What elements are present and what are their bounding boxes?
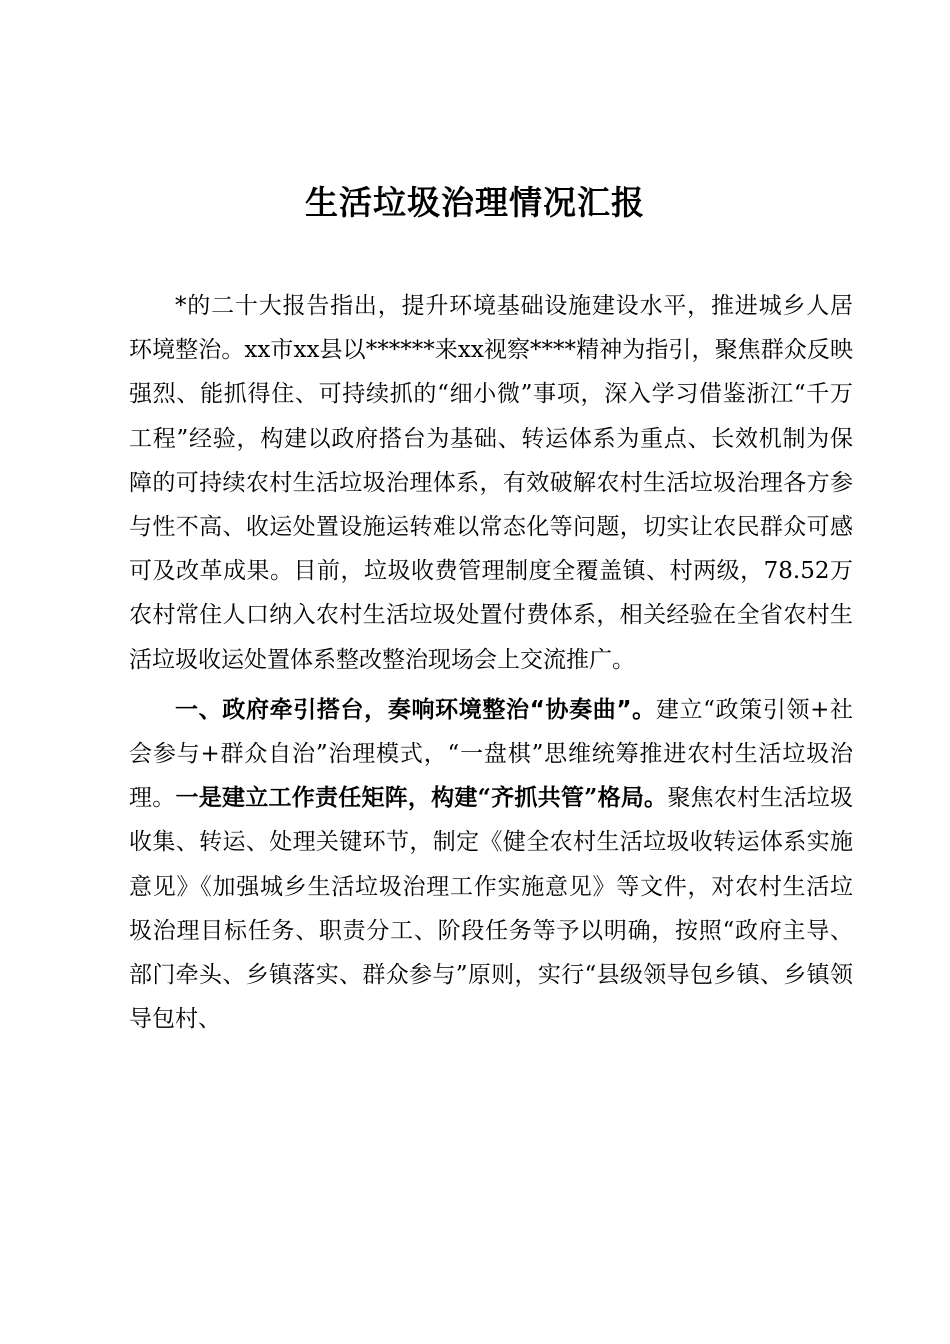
- section-1-text-b: 聚焦农村生活垃圾收集、转运、处理关键环节，制定《健全农村生活垃圾收转运体系实施意见》《加强城乡生活垃圾治理工作实施意见》等文件，对农村生活垃圾治理目标任务、职责分工、阶段任务等予以明确，按照“政府主导、部门牵头、乡镇落实、群众参与”原则，实行“县级领导包乡镇、乡镇领导包村、: [129, 785, 854, 1033]
- document-body: [129, 284, 853, 1041]
- document-title: 生活垃圾治理情况汇报: [305, 183, 645, 222]
- intro-paragraph: *的二十大报告指出，提升环境基础设施建设水平，推进城乡人居环境整治。xx市xx县以******来xx视察****精神为指引，聚焦群众反映强烈、能抓得住、可持续抓的“细小微”事项，深入学习借鉴浙江“千万工程”经验，构建以政府搭台为基础、转运体系为重点、长效机制为保障的可持续农村生活垃圾治理体系，有效破解农村生活垃圾治理各方参与性不高、收运处置设施运转难以常态化等问题，切实让农民群众可感可及改革成果。目前，垃圾收费管理制度全覆盖镇、村两级，78.52万农村常住人口纳入农村生活垃圾处置付费体系，相关经验在全省农村生活垃圾收运处置体系整改整治现场会上交流推广。: [129, 293, 853, 673]
- section-1-heading: 一、政府牵引搭台，奏响环境整治“协奏曲”。: [175, 696, 656, 723]
- section-1-bold-lead: 一是建立工作责任矩阵，构建“齐抓共管”格局。: [175, 784, 668, 812]
- section-1-paragraph: [129, 688, 853, 1042]
- section-1-text-a: 建立“政策引领+社会参与+群众自治”治理模式，“一盘棋”思维统筹推进农村生活垃圾治理。: [129, 696, 854, 812]
